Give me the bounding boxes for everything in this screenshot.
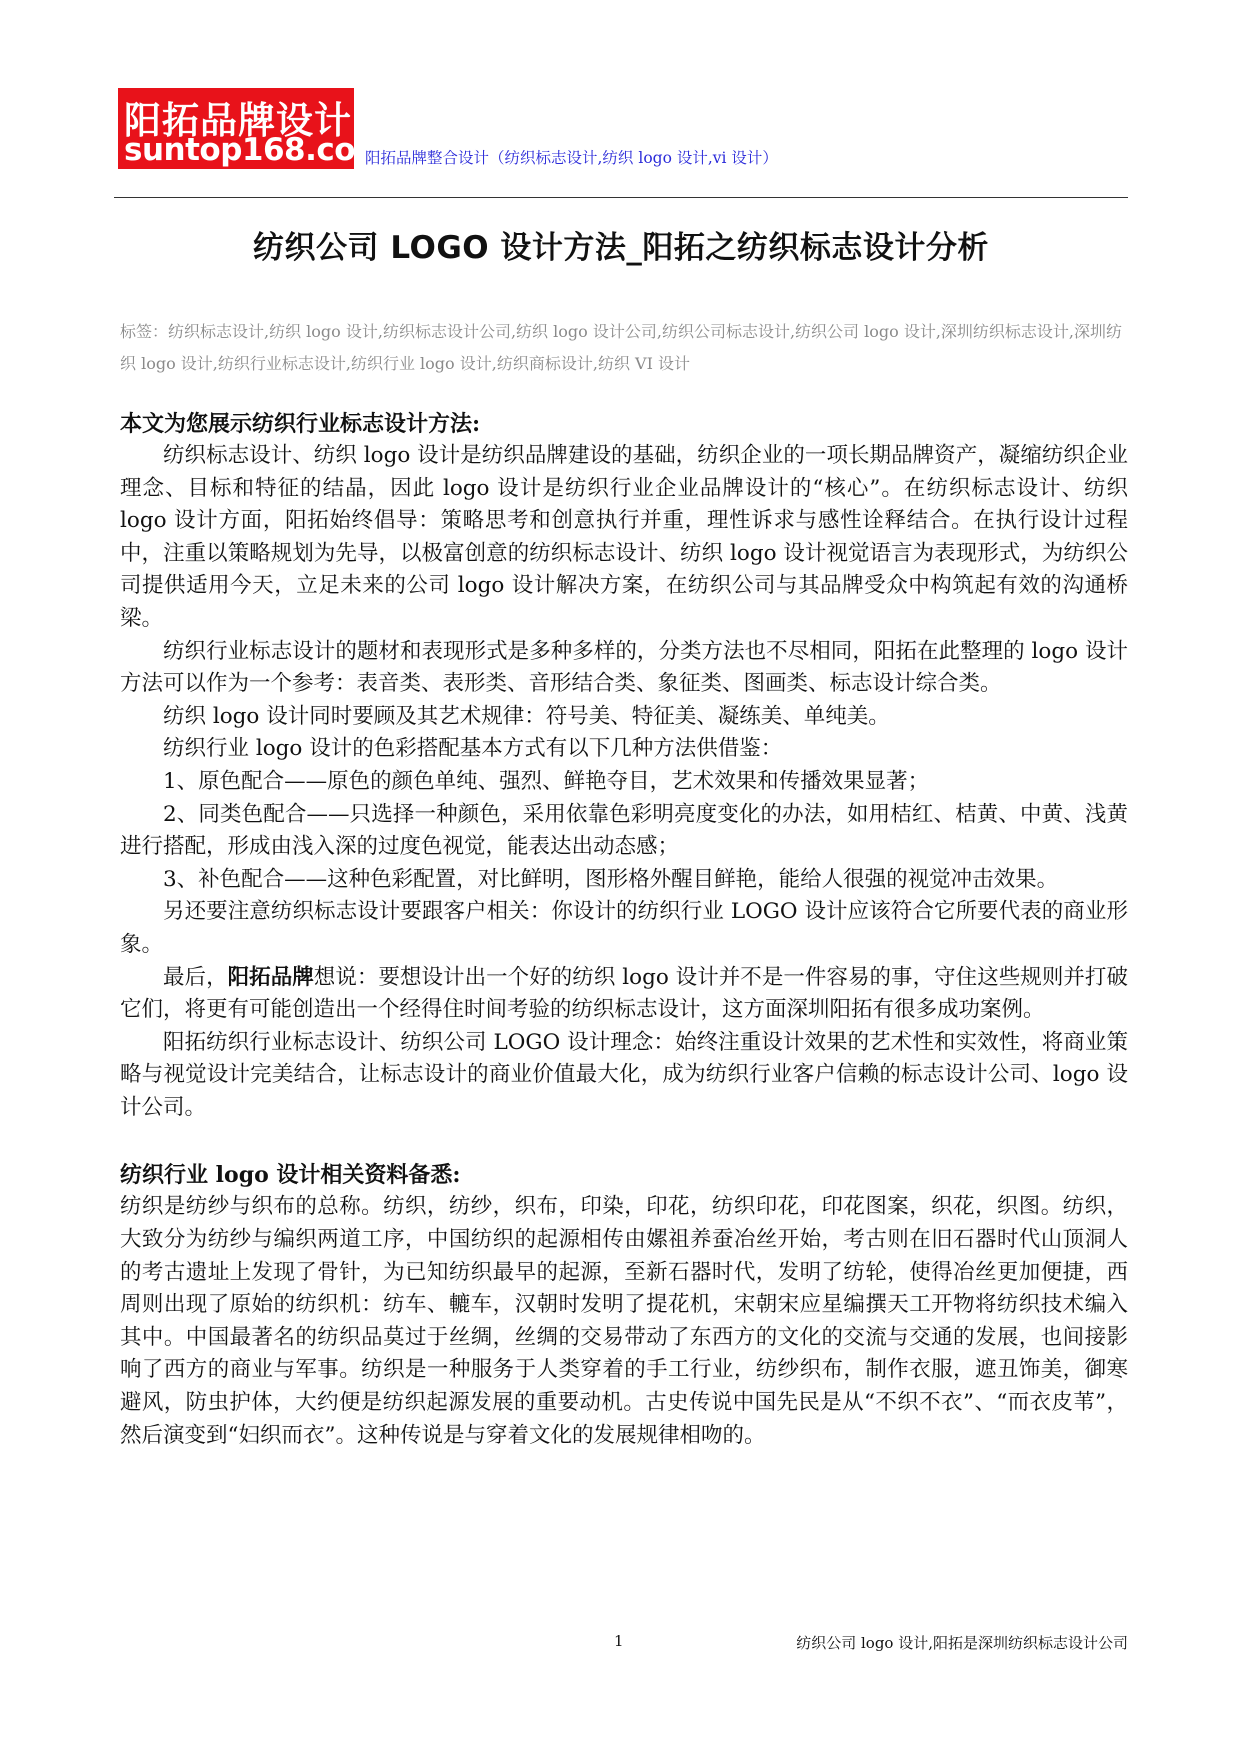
tags-line: 标签：纺织标志设计,纺织 logo 设计,纺织标志设计公司,纺织 logo 设计公司,纺织公司标志设计,纺织公司 logo 设计,深圳纺织标志设计,深圳纺织 logo 设计,纺织行业标志设计,纺织行业 logo 设计,纺织商标设计,纺织 VI 设计 bbox=[120, 322, 1122, 373]
paragraph-closing: 阳拓纺织行业标志设计、纺织公司 LOGO 设计理念：始终注重设计效果的艺术性和实效性，将商业策略与视觉设计完美结合，让标志设计的商业价值最大化，成为纺织行业客户信赖的标志设计公司、logo 设计公司。 bbox=[120, 1029, 1128, 1120]
brand-name-bold: 阳拓品牌 bbox=[227, 964, 314, 990]
page-header bbox=[118, 88, 1128, 174]
page-footer bbox=[114, 1632, 1128, 1662]
logo-chinese-text: 阳拓品牌设计 bbox=[124, 99, 352, 142]
list-item-complementary-colors: 3、补色配合——这种色彩配置，对比鲜明，图形格外醒目鲜艳，能给人很强的视觉冲击效果。 bbox=[163, 866, 1059, 892]
paragraph: 纺织标志设计、纺织 logo 设计是纺织品牌建设的基础，纺织企业的一项长期品牌资产，凝缩纺织企业理念、目标和特征的结晶，因此 logo 设计是纺织行业企业品牌设计的“核心”。在纺织标志设计、纺织 logo 设计方面，阳拓始终倡导：策略思考和创意执行并重，理性诉求与感性诠释结合。在执行设计过程中，注重以策略规划为先导，以极富创意的纺织标志设计、纺织 logo 设计视觉语言为表现形式，为纺织公司提供适用今天，立足未来的公司 logo 设计解决方案，在纺织公司与其品牌受众中构筑起有效的沟通桥梁。 bbox=[120, 443, 1128, 631]
header-divider bbox=[114, 197, 1128, 198]
footer-text: 纺织公司 logo 设计,阳拓是深圳纺织标志设计公司 bbox=[796, 1634, 1128, 1652]
header-link[interactable]: 阳拓品牌整合设计（纺织标志设计,纺织 logo 设计,vi 设计） bbox=[365, 149, 778, 167]
article-body bbox=[120, 409, 1128, 1452]
logo-domain-text: suntop168.com bbox=[124, 132, 387, 168]
final-prefix: 最后， bbox=[163, 964, 228, 990]
section-gap bbox=[120, 1124, 1128, 1160]
paragraph: 纺织 logo 设计同时要顾及其艺术规律：符号美、特征美、凝练美、单纯美。 bbox=[163, 703, 890, 729]
paragraph: 纺织行业 logo 设计的色彩搭配基本方式有以下几种方法供借鉴： bbox=[163, 736, 783, 762]
article-title: 纺织公司 LOGO 设计方法_阳拓之纺织标志设计分析 bbox=[253, 230, 989, 266]
page-number: 1 bbox=[614, 1632, 624, 1650]
section-heading-background: 纺织行业 logo 设计相关资料备悉: bbox=[120, 1162, 461, 1189]
list-item-analogous-colors: 2、同类色配合——只选择一种颜色，采用依靠色彩明亮度变化的办法，如用桔红、桔黄、中黄、浅黄进行搭配，形成由浅入深的过度色视觉，能表达出动态感； bbox=[120, 801, 1128, 860]
section-heading-methods: 本文为您展示纺织行业标志设计方法: bbox=[120, 411, 481, 437]
list-item-primary-colors: 1、原色配合——原色的颜色单纯、强烈、鲜艳夺目，艺术效果和传播效果显著； bbox=[163, 768, 930, 794]
brand-logo[interactable] bbox=[118, 88, 387, 169]
final-rest: 想说：要想设计出一个好的纺织 logo 设计并不是一件容易的事，守住这些规则并打破它们，将更有可能创造出一个经得住时间考验的纺织标志设计，这方面深圳阳拓有很多成功案例。 bbox=[120, 964, 1128, 1023]
paragraph: 另还要注意纺织标志设计要跟客户相关：你设计的纺织行业 LOGO 设计应该符合它所要代表的商业形象。 bbox=[120, 899, 1128, 957]
paragraph: 纺织行业标志设计的题材和表现形式是多种多样的，分类方法也不尽相同，阳拓在此整理的 logo 设计方法可以作为一个参考：表音类、表形类、音形结合类、象征类、图画类、标志设计综合类。 bbox=[120, 638, 1128, 697]
paragraph-final bbox=[120, 962, 1128, 1027]
paragraph-background: 纺织是纺纱与织布的总称。纺织，纺纱，织布，印染，印花，纺织印花，印花图案，织花，织图。纺织，大致分为纺纱与编织两道工序，中国纺织的起源相传由嫘祖养蚕冶丝开始，考古则在旧石器时代山顶洞人的考古遗址上发现了骨针，为已知纺织最早的起源，至新石器时代，发明了纺轮，使得冶丝更加便捷，西周则出现了原始的纺织机：纺车、轆车，汉朝时发明了提花机，宋朝宋应星编撰天工开物将纺织技术编入其中。中国最著名的纺织品莫过于丝绸，丝绸的交易带动了东西方的文化的交流与交通的发展，也间接影响了西方的商业与军事。纺织是一种服务于人类穿着的手工行业，纺纱织布，制作衣服，遮丑饰美，御寒避风，防虫护体，大约便是纺织起源发展的重要动机。古史传说中国先民是从“不织不衣”、“而衣皮苇”，然后演变到“妇织而衣”。这种传说是与穿着文化的发展规律相吻的。 bbox=[120, 1194, 1128, 1448]
